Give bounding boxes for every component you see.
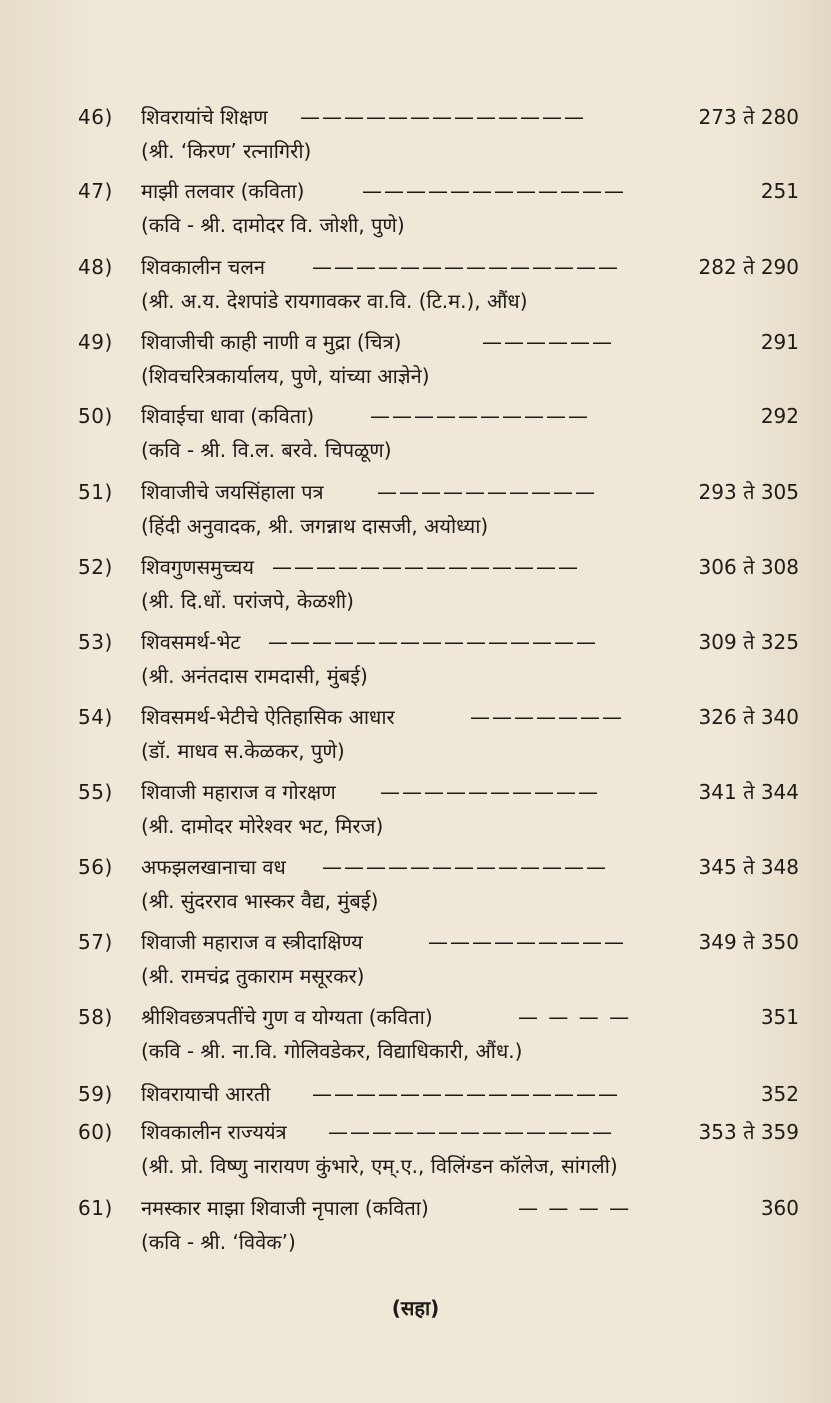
entry-title: माझी तलवार (कविता) — [141, 179, 305, 203]
entry-pages: 282 ते 290 — [698, 255, 799, 279]
entry-main-line — [0, 474, 831, 510]
entry-pages: 326 ते 340 — [698, 705, 799, 729]
entry-author: (श्री. सुंदरराव भास्कर वैद्य, मुंबई) — [141, 889, 379, 913]
dash-leader: —————————————— — [272, 555, 580, 579]
entry-pages: 353 ते 359 — [698, 1120, 799, 1144]
entry-pages: 352 — [760, 1082, 799, 1106]
entry-title: शिवकालीन राज्ययंत्र — [141, 1120, 287, 1144]
entry-author: (श्री. दि.धों. परांजपे, केळशी) — [141, 589, 354, 613]
entry-number: 58) — [78, 1005, 113, 1029]
dash-leader: ——————————————— — [268, 630, 598, 654]
entry-main-line — [0, 774, 831, 810]
dash-leader: —————————— — [380, 780, 600, 804]
entry-author: (श्री. दामोदर मोरेश्वर भट, मिरज) — [141, 814, 384, 838]
entry-main-line — [0, 699, 831, 735]
dash-leader: ————————————— — [300, 105, 586, 129]
entry-author: (डॉ. माधव स.केळकर, पुणे) — [141, 739, 345, 763]
page-number-footer: (सहा) — [391, 1296, 440, 1320]
entry-author: (कवि - श्री. ना.वि. गोलिवडेकर, विद्याधिकारी, औंध.) — [141, 1039, 523, 1063]
entry-main-line — [0, 99, 831, 135]
entry-author: (श्री. प्रो. विष्णु नारायण कुंभारे, एम्.ए., विलिंग्डन कॉलेज, सांगली) — [141, 1154, 618, 1178]
entry-number: 54) — [78, 705, 113, 729]
entry-author: (श्री. अ.य. देशपांडे रायगावकर वा.वि. (टि.म.), औंध) — [141, 289, 528, 313]
entry-title: शिवाईचा धावा (कविता) — [141, 404, 315, 428]
entry-title: शिवाजी महाराज व स्त्रीदाक्षिण्य — [141, 930, 363, 954]
entry-number: 46) — [78, 105, 113, 129]
dash-leader: — — — — — [518, 1196, 632, 1220]
entry-title: श्रीशिवछत्रपतींचे गुण व योग्यता (कविता) — [141, 1005, 433, 1029]
entry-number: 47) — [78, 179, 113, 203]
entry-number: 48) — [78, 255, 113, 279]
entry-title: शिवाजीचे जयसिंहाला पत्र — [141, 480, 324, 504]
entry-pages: 293 ते 305 — [698, 480, 799, 504]
entry-pages: 291 — [760, 330, 799, 354]
entry-pages: 306 ते 308 — [698, 555, 799, 579]
entry-number: 49) — [78, 330, 113, 354]
dash-leader: —————————— — [370, 404, 590, 428]
dash-leader: — — — — — [518, 1005, 632, 1029]
dash-leader: ———————————— — [362, 179, 626, 203]
dash-leader: —————————— — [377, 480, 597, 504]
entry-title: शिवाजी महाराज व गोरक्षण — [141, 780, 336, 804]
entry-title: शिवाजीची काही नाणी व मुद्रा (चित्र) — [141, 330, 402, 354]
entry-main-line — [0, 849, 831, 885]
entry-number: 60) — [78, 1120, 113, 1144]
entry-main-line — [0, 999, 831, 1035]
entry-pages: 349 ते 350 — [698, 930, 799, 954]
dash-leader: —————— — [482, 330, 614, 354]
entry-author: (शिवचरित्रकार्यालय, पुणे, यांच्या आज्ञेने) — [141, 364, 430, 388]
entry-number: 56) — [78, 855, 113, 879]
entry-main-line — [0, 1076, 831, 1112]
dash-leader: ——————— — [470, 705, 624, 729]
entry-author: (श्री. ‘किरण’ रत्नागिरी) — [141, 139, 312, 163]
entry-main-line — [0, 624, 831, 660]
entry-pages: 309 ते 325 — [698, 630, 799, 654]
entry-pages: 273 ते 280 — [698, 105, 799, 129]
dash-leader: ————————————— — [322, 855, 608, 879]
entry-author: (कवि - श्री. ‘विवेक’) — [141, 1230, 296, 1254]
entry-pages: 360 — [760, 1196, 799, 1220]
entry-main-line — [0, 1114, 831, 1150]
entry-number: 50) — [78, 404, 113, 428]
entry-title: शिवकालीन चलन — [141, 255, 265, 279]
entry-main-line — [0, 324, 831, 360]
entry-number: 55) — [78, 780, 113, 804]
entry-main-line — [0, 173, 831, 209]
entry-number: 61) — [78, 1196, 113, 1220]
entry-main-line — [0, 398, 831, 434]
dash-leader: ————————————— — [328, 1120, 614, 1144]
entry-number: 51) — [78, 480, 113, 504]
entry-author: (कवि - श्री. वि.ल. बरवे. चिपळूण) — [141, 438, 392, 462]
entry-number: 59) — [78, 1082, 113, 1106]
entry-title: शिवसमर्थ-भेटीचे ऐतिहासिक आधार — [141, 705, 395, 729]
entry-author: (कवि - श्री. दामोदर वि. जोशी, पुणे) — [141, 213, 405, 237]
entry-main-line — [0, 549, 831, 585]
entry-main-line — [0, 249, 831, 285]
entry-pages: 345 ते 348 — [698, 855, 799, 879]
entry-author: (श्री. रामचंद्र तुकाराम मसूरकर) — [141, 964, 365, 988]
entry-title: शिवसमर्थ-भेट — [141, 630, 241, 654]
entry-number: 57) — [78, 930, 113, 954]
entry-number: 53) — [78, 630, 113, 654]
entry-pages: 292 — [760, 404, 799, 428]
entry-number: 52) — [78, 555, 113, 579]
dash-leader: —————————————— — [312, 255, 620, 279]
entry-title: अफझलखानाचा वध — [141, 855, 286, 879]
dash-leader: —————————————— — [312, 1082, 620, 1106]
entry-main-line — [0, 924, 831, 960]
entry-pages: 351 — [760, 1005, 799, 1029]
entry-pages: 251 — [760, 179, 799, 203]
entry-title: शिवगुणसमुच्चय — [141, 555, 254, 579]
entry-title: शिवरायाची आरती — [141, 1082, 271, 1106]
entry-author: (हिंदी अनुवादक, श्री. जगन्नाथ दासजी, अयोध्या) — [141, 514, 489, 538]
entry-title: नमस्कार माझा शिवाजी नृपाला (कविता) — [141, 1196, 429, 1220]
entry-main-line — [0, 1190, 831, 1226]
entry-author: (श्री. अनंतदास रामदासी, मुंबई) — [141, 664, 368, 688]
entry-pages: 341 ते 344 — [698, 780, 799, 804]
dash-leader: ————————— — [428, 930, 626, 954]
entry-title: शिवरायांचे शिक्षण — [141, 105, 268, 129]
